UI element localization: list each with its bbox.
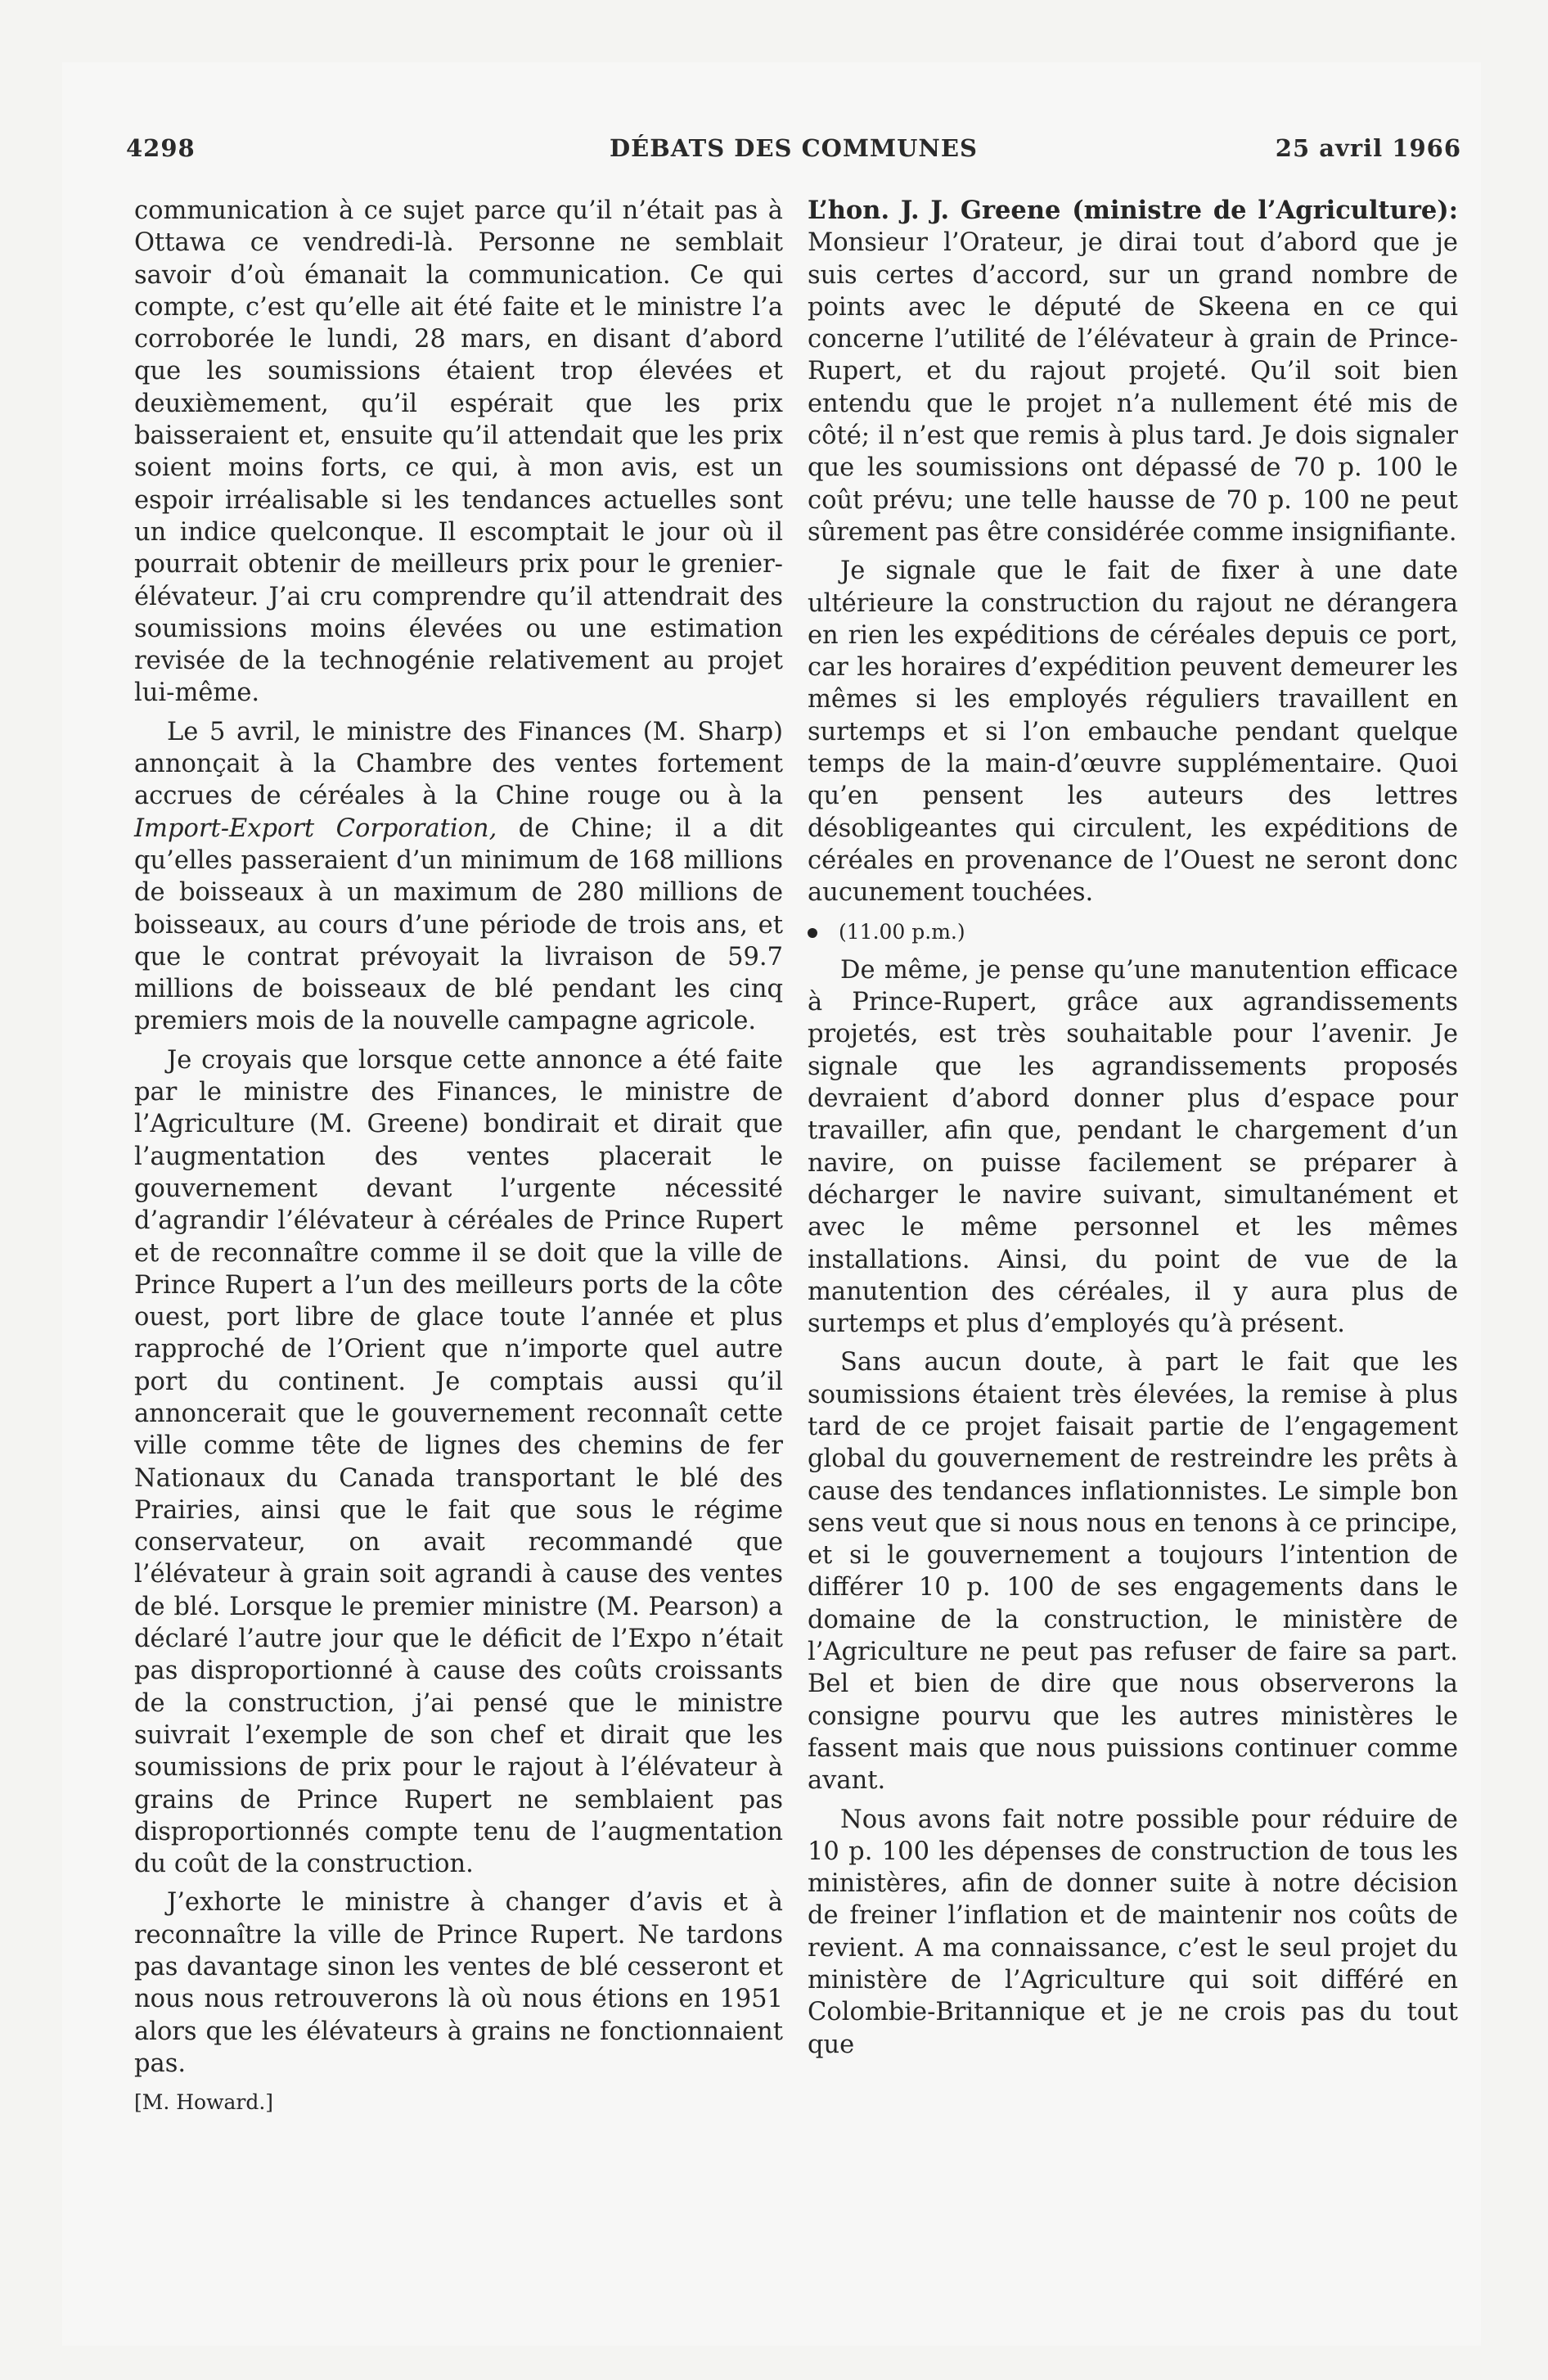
page-title: DÉBATS DES COMMUNES <box>610 134 978 162</box>
paragraph <box>808 195 1458 548</box>
time-marker <box>808 916 1458 948</box>
right-column <box>808 195 1458 2067</box>
page-header <box>126 134 1461 170</box>
left-column <box>134 195 783 2125</box>
paragraph: J’exhorte le ministre à changer d’avis et à reconnaître la ville de Prince Rupert. Ne tardons pas davantage sinon les ventes de blé cesseront et nous nous retrouverons là où nous étions en 1951 alors que les élévateurs à grains ne fonctionnaient pas. <box>134 1888 783 2078</box>
paragraph-text: de Chine; il a dit qu’elles passeraient d’un minimum de 168 millions de boisseaux à un maximum de 280 millions de boisseaux, au cours d’une période de trois ans, et que le contrat prévoyait la livraison de 59.7 millions de boisseaux de blé pendant les cinq premiers mois de la nouvelle campagne agricole. <box>134 814 783 1036</box>
paragraph: communication à ce sujet parce qu’il n’était pas à Ottawa ce vendredi-là. Personne ne semblait savoir d’où émanait la communication. Ce qui compte, c’est qu’elle ait été faite et le ministre l’a corroborée le lundi, 28 mars, en disant d’abord que les soumissions étaient trop élevées et deuxièmement, qu’il espérait que les prix baisseraient et, ensuite qu’il attendait que les prix soient moins forts, ce qui, à mon avis, est un espoir irréalisable si les tendances actuelles sont un indice quelconque. Il escomptait le jour où il pourrait obtenir de meilleurs prix pour le grenier-élévateur. J’ai cru comprendre qu’il attendrait des soumissions moins élevées ou une estimation revisée de la technogénie relativement au projet lui-même. <box>134 196 783 708</box>
paragraph-text: Le 5 avril, le ministre des Finances (M. Sharp) annonçait à la Chambre des ventes fortement accrues de céréales à la Chine rouge ou à la <box>134 717 783 811</box>
paragraph: Nous avons fait notre possible pour réduire de 10 p. 100 les dépenses de construction de tous les ministères, afin de donner suite à notre décision de freiner l’inflation et de maintenir nos coûts de revient. A ma connaissance, c’est le seul projet du ministère de l’Agriculture qui soit différé en Colombie-Britannique et je ne crois pas du tout que <box>808 1805 1458 2059</box>
italic-text: Import-Export Corporation, <box>134 814 497 843</box>
paragraph: Je croyais que lorsque cette annonce a été faite par le ministre des Finances, le ministre de l’Agriculture (M. Greene) bondirait et dirait que l’augmentation des ventes placerait le gouvernement devant l’urgente nécessité d’agrandir l’élévateur à céréales de Prince Rupert et de reconnaître comme il se doit que la ville de Prince Rupert a l’un des meilleurs ports de la côte ouest, port libre de glace toute l’année et plus rapproché de l’Orient que n’importe quel autre port du continent. Je comptais aussi qu’il annoncerait que le gouvernement reconnaît cette ville comme tête de lignes des chemins de fer Nationaux du Canada transportant le blé des Prairies, ainsi que le fait que sous le régime conservateur, on avait recommandé que l’élévateur à grain soit agrandi à cause des ventes de blé. Lorsque le premier ministre (M. Pearson) a déclaré l’autre jour que le déficit de l’Expo n’était pas disproportionné à cause des coûts croissants de la construction, j’ai pensé que le ministre suivrait l’exemple de son chef et dirait que les soumissions de prix pour le rajout à l’élévateur à grains de Prince Rupert ne semblaient pas disproportionnés compte tenu de l’augmentation du coût de la construction. <box>134 1045 783 1879</box>
page-number: 4298 <box>126 134 196 162</box>
paragraph <box>134 716 783 1038</box>
speaker-name: L’hon. J. J. Greene (ministre de l’Agriculture): <box>808 196 1458 225</box>
speaker-signature: [M. Howard.] <box>134 2090 274 2115</box>
page-date: 25 avril 1966 <box>1275 134 1461 162</box>
time-text: (11.00 p.m.) <box>839 919 965 944</box>
paragraph: Sans aucun doute, à part le fait que les soumissions étaient très élevées, la remise à plus tard de ce projet faisait partie de l’engagement global du gouvernement de restreindre les prêts à cause des tendances inflationnistes. Le simple bon sens veut que si nous nous en tenons à ce principe, et si le gouvernement a toujours l’intention de différer 10 p. 100 de ses engagements dans le domaine de la construction, le ministère de l’Agriculture ne peut pas refuser de faire sa part. Bel et bien de dire que nous observerons la consigne pourvu que les autres ministères le fassent mais que nous puissions continuer comme avant. <box>808 1348 1458 1796</box>
bullet-icon <box>808 928 817 938</box>
paragraph: Je signale que le fait de fixer à une date ultérieure la construction du rajout ne dérangera en rien les expéditions de céréales depuis ce port, car les horaires d’expédition peuvent demeurer les mêmes si les employés réguliers travaillent en surtemps et si l’on embauche pendant quelque temps de la main-d’œuvre supplémentaire. Quoi qu’en pensent les auteurs des lettres désobligeantes qui circulent, les expéditions de céréales en provenance de l’Ouest ne seront donc aucunement touchées. <box>808 557 1458 908</box>
paragraph: De même, je pense qu’une manutention efficace à Prince-Rupert, grâce aux agrandissements projetés, est très souhaitable pour l’avenir. Je signale que les agrandissements proposés devraient d’abord donner plus d’espace pour travailler, afin que, pendant le chargement d’un navire, on puisse facilement se préparer à décharger le navire suivant, simultanément et avec le même personnel et les mêmes installations. Ainsi, du point de vue de la manutention des céréales, il y aura plus de surtemps et plus d’employés qu’à présent. <box>808 955 1458 1339</box>
paragraph-text: Monsieur l’Orateur, je dirai tout d’abord que je suis certes d’accord, sur un grand nombre de points avec le député de Skeena en ce qui concerne l’utilité de l’élévateur à grain de Prince-Rupert, et du rajout projeté. Qu’il soit bien entendu que le projet n’a nullement été mis de côté; il n’est que remis à plus tard. Je dois signaler que les soumissions ont dépassé de 70 p. 100 le coût prévu; une telle hausse de 70 p. 100 ne peut sûrement pas être considérée comme insignifiante. <box>808 228 1458 547</box>
